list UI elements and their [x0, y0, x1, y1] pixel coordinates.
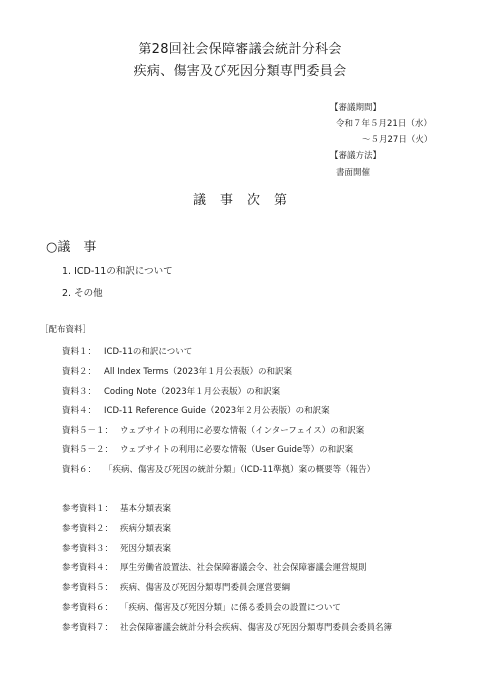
reference-label: 参考資料１：: [62, 504, 114, 514]
document-title: ICD-11 Reference Guide（2023年２月公表版）の和訳案: [104, 406, 330, 416]
reference-label: 参考資料５：: [62, 583, 114, 593]
period-start: 令和７年５月21日（水）: [336, 119, 432, 129]
reference-row: [62, 561, 462, 575]
reference-title: 厚生労働省設置法、社会保障審議会令、社会保障審議会運営規則: [120, 563, 367, 573]
document-title: Coding Note（2023年１月公表版）の和訳案: [104, 387, 281, 397]
document-title: ウェブサイトの利用に必要な情報（インターフェイス）の和訳案: [120, 426, 365, 436]
reference-label: 参考資料３：: [62, 544, 114, 554]
method-value: 書面開催: [336, 168, 371, 178]
document-label: 資料２：: [62, 367, 97, 377]
document-title: 「疾病、傷害及び死因の統計分類」（ICD-11準拠）案の概要等（報告）: [104, 465, 376, 475]
reference-row: [62, 542, 462, 556]
materials-heading: ［配布資料］: [40, 325, 92, 335]
document-row: [62, 345, 462, 359]
reference-title: 基本分類表案: [120, 504, 172, 514]
reference-title: 疾病分類表案: [120, 524, 172, 534]
reference-row: [62, 522, 462, 536]
document-label: 資料４：: [62, 406, 97, 416]
document-label: 資料１：: [62, 347, 97, 357]
period-label: 【審議期間】: [330, 103, 382, 113]
reference-title: 「疾病、傷害及び死因分類」に係る委員会の設置について: [120, 603, 341, 613]
reference-row: [62, 502, 462, 516]
reference-row: [62, 581, 462, 595]
document-title: All Index Terms（2023年１月公表版）の和訳案: [104, 367, 293, 377]
reference-label: 参考資料４：: [62, 563, 114, 573]
document-label: 資料６：: [62, 465, 97, 475]
reference-label: 参考資料２：: [62, 524, 114, 534]
reference-title: 死因分類表案: [120, 544, 172, 554]
document-row: [62, 385, 462, 399]
reference-label: 参考資料７：: [62, 623, 114, 633]
agenda-item: 2. その他: [62, 288, 103, 299]
method-label: 【審議方法】: [330, 151, 382, 161]
page-title-line2: 疾病、傷害及び死因分類専門委員会: [133, 64, 347, 79]
document-title: ICD-11の和訳について: [104, 347, 193, 357]
document-row: [62, 424, 462, 438]
agenda-title: 議事次第: [192, 193, 301, 208]
document-label: 資料５－１：: [62, 426, 114, 436]
reference-title: 社会保障審議会統計分科会疾病、傷害及び死因分類専門委員会委員名簿: [120, 623, 393, 633]
document-row: [62, 443, 462, 457]
agenda-item: 1. ICD-11の和訳について: [62, 266, 173, 277]
document-row: [62, 404, 462, 418]
page-title-line1: 第28回社会保障審議会統計分科会: [138, 42, 342, 57]
document-title: ウェブサイトの利用に必要な情報（User Guide等）の和訳案: [120, 445, 354, 455]
period-end: ～５月27日（火）: [362, 135, 433, 145]
document-row: [62, 463, 462, 477]
agenda-heading: ○議 事: [46, 240, 97, 255]
document-label: 資料５－２：: [62, 445, 114, 455]
document-row: [62, 365, 462, 379]
document-label: 資料３：: [62, 387, 97, 397]
reference-row: [62, 601, 462, 615]
reference-row: [62, 621, 462, 635]
reference-label: 参考資料６：: [62, 603, 114, 613]
reference-title: 疾病、傷害及び死因分類専門委員会運営要綱: [120, 583, 291, 593]
